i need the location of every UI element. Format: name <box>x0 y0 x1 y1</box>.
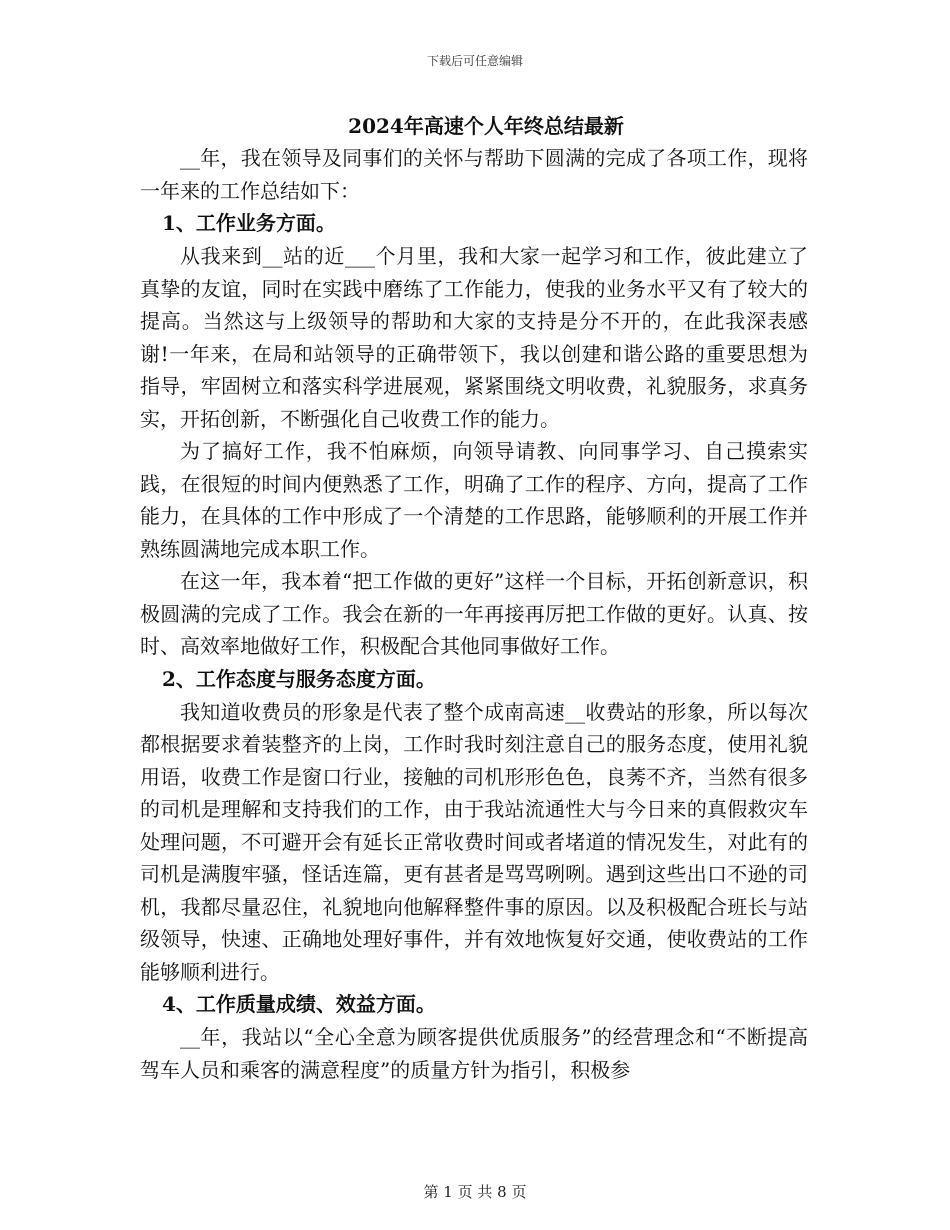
section2-paragraph-1: 我知道收费员的形象是代表了整个成南高速__收费站的形象，所以每次都根据要求着装整齐的上岗，工作时我时刻注意自己的服务态度，使用礼貌用语，收费工作是窗口行业，接触的司机形形色色，良莠不齐，当然有很多的司机是理解和支持我们的工作，由于我站流通性大与今日来的真假救灾车处理问题，不可避开会有延长正常收费时间或者堵道的情况发生，对此有的司机是满腹牢骚，怪话连篇，更有甚者是骂骂咧咧。遇到这些出口不逊的司机，我都尽量忍住，礼貌地向他解释整件事的原因。以及积极配合班长与站级领导，快速、正确地处理好事件，并有效地恢复好交通，使收费站的工作能够顺利进行。 <box>140 699 808 984</box>
document-title: 2024年高速个人年终总结最新 <box>348 114 624 138</box>
section1-paragraph-3: 在这一年，我本着“把工作做的更好”这样一个目标，开拓创新意识，积极圆满的完成了工作。我会在新的一年再接再厉把工作做的更好。认真、按时、高效率地做好工作，积极配合其他同事做好工作。 <box>140 569 808 658</box>
section1-paragraph-1: 从我来到__站的近___个月里，我和大家一起学习和工作，彼此建立了真挚的友谊，同时在实践中磨练了工作能力，使我的业务水平又有了较大的提高。当然这与上级领导的帮助和大家的支持是分不开的，在此我深表感谢!一年来，在局和站领导的正确带领下，我以创建和谐公路的重要思想为指导，牢固树立和落实科学进展观，紧紧围绕文明收费，礼貌服务，求真务实，开拓创新，不断强化自己收费工作的能力。 <box>140 244 808 431</box>
page-number-footer: 第 1 页 共 8 页 <box>423 1183 527 1201</box>
section-heading-work-business: 1、工作业务方面。 <box>162 211 336 235</box>
section4-paragraph-1: __年，我站以“全心全意为顾客提供优质服务”的经营理念和“不断提高驾车人员和乘客的满意程度”的质量方针为指引，积极参 <box>140 1025 808 1082</box>
section1-paragraph-2: 为了搞好工作，我不怕麻烦，向领导请教、向同事学习、自己摸索实践，在很短的时间内便熟悉了工作，明确了工作的程序、方向，提高了工作能力，在具体的工作中形成了一个清楚的工作思路，能够顺利的开展工作并熟练圆满地完成本职工作。 <box>140 439 808 561</box>
document-body <box>140 110 808 1086</box>
section-heading-work-attitude: 2、工作态度与服务态度方面。 <box>162 666 436 691</box>
section-heading-work-quality: 4、工作质量成绩、效益方面。 <box>162 992 436 1016</box>
page-header-note: 下载后可任意编辑 <box>426 54 523 68</box>
intro-paragraph: __年，我在领导及同事们的关怀与帮助下圆满的完成了各项工作，现将一年来的工作总结如下： <box>140 146 808 203</box>
